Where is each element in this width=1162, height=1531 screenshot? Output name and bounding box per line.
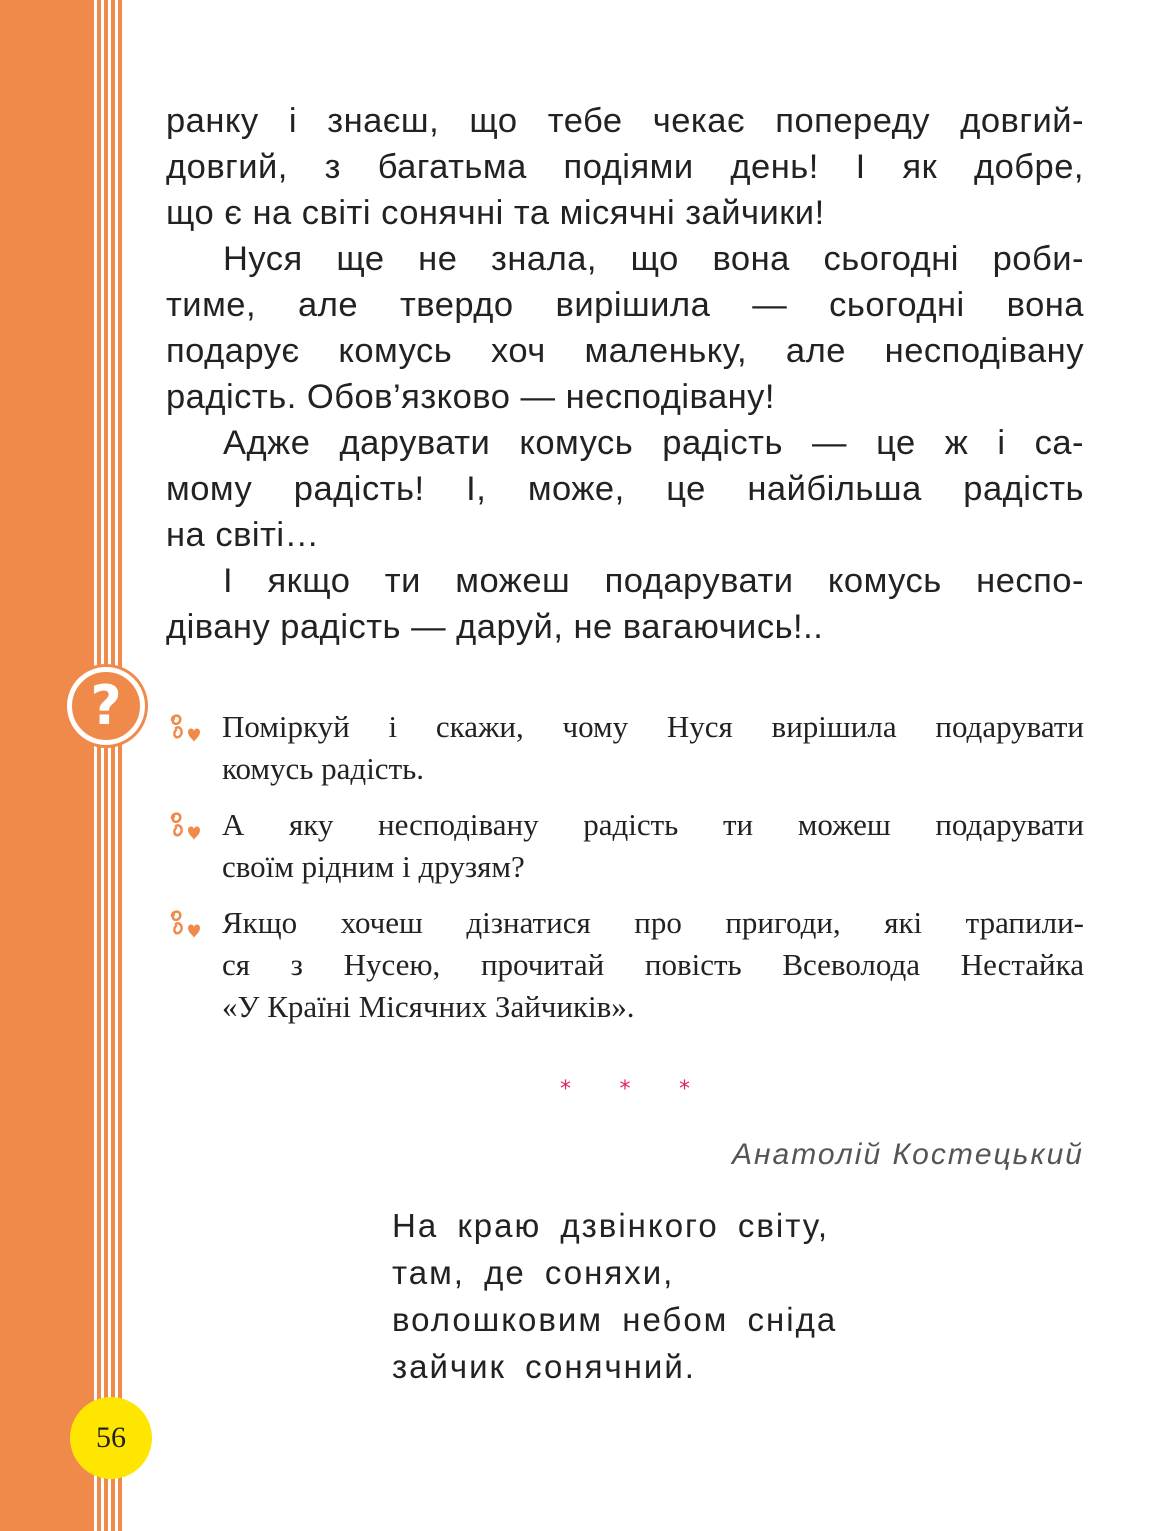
question-line: ся з Нусею, прочитай повість Всеволода Нестайка	[222, 947, 1084, 982]
poem-line: На краю дзвінкого світу,	[392, 1207, 830, 1244]
side-margin-stripes	[94, 0, 122, 1531]
star-icon: *	[679, 1077, 690, 1102]
heart-swirl-icon	[166, 712, 206, 748]
text-line: ранку і знаєш, що тебе чекає попереду довгий-	[166, 102, 1084, 140]
text-line: Нуся ще не знала, що вона сьогодні роби-	[223, 240, 1084, 278]
text-line: радість. Обов’язково — несподівану!	[166, 378, 776, 416]
heart-swirl-icon	[166, 908, 206, 944]
question-line: Якщо хочеш дізнатися про пригоди, які трапили-	[222, 905, 1084, 940]
questions-list	[166, 706, 1084, 1042]
poem	[392, 1202, 837, 1390]
page-number: 56	[96, 1421, 126, 1454]
question-item	[166, 902, 1084, 1028]
poem-line: зайчик сонячний.	[392, 1348, 696, 1385]
story-text	[166, 98, 1084, 650]
poem-author: Анатолій Костецький	[732, 1138, 1084, 1171]
poem-line: там, де соняхи,	[392, 1254, 675, 1291]
question-line: своїм рідним і друзям?	[222, 849, 525, 884]
heart-swirl-icon	[166, 810, 206, 846]
text-line: Адже дарувати комусь радість — це ж і са-	[223, 424, 1084, 462]
page-number-badge	[70, 1397, 152, 1479]
question-line: комусь радість.	[222, 751, 424, 786]
question-line: «У Країні Місячних Зайчиків».	[222, 989, 635, 1024]
text-line: подарує комусь хоч маленьку, але несподівану	[166, 332, 1084, 370]
poem-line: волошковим небом сніда	[392, 1301, 838, 1338]
question-mark-icon: ?	[67, 667, 145, 745]
side-margin-band	[0, 0, 94, 1531]
text-line: на світі…	[166, 516, 320, 554]
question-line: Поміркуй і скажи, чому Нуся вирішила подарувати	[222, 709, 1084, 744]
section-divider-stars	[560, 1077, 690, 1102]
text-line: І якщо ти можеш подарувати комусь неспо-	[223, 562, 1084, 600]
text-line: дівану радість — даруй, не вагаючись!..	[166, 608, 824, 646]
text-line: довгий, з багатьма подіями день! І як добре,	[166, 148, 1084, 186]
text-line: мому радість! І, може, це найбільша радість	[166, 470, 1084, 508]
question-item	[166, 804, 1084, 888]
star-icon: *	[619, 1077, 631, 1102]
question-item	[166, 706, 1084, 790]
text-line: тиме, але твердо вирішила — сьогодні вона	[166, 286, 1084, 324]
question-line: А яку несподівану радість ти можеш подарувати	[222, 807, 1084, 842]
text-line: що є на світі сонячні та місячні зайчики!	[166, 194, 825, 232]
star-icon: *	[560, 1077, 571, 1102]
